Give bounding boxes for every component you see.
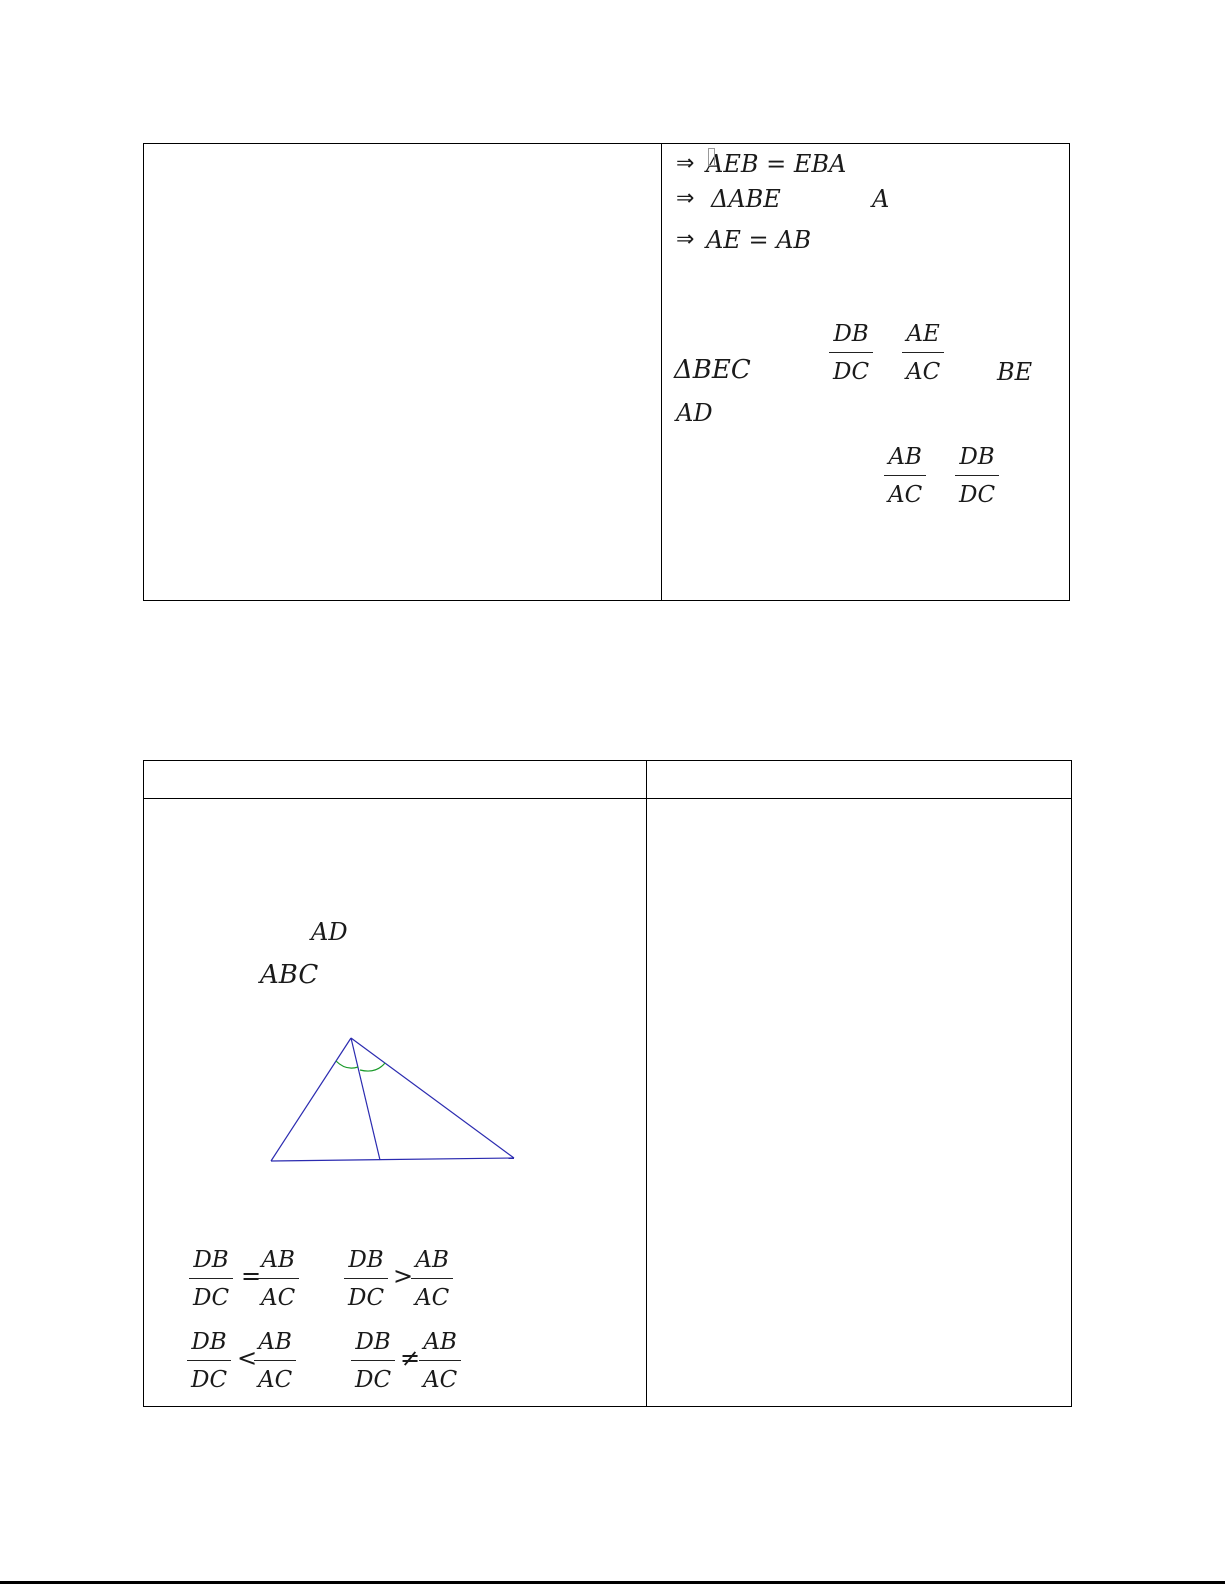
table-2-divider bbox=[646, 760, 647, 1407]
option-1-operator: = bbox=[241, 1262, 262, 1290]
fraction-ab-ac: AB AC bbox=[884, 446, 926, 507]
segment-be: BE bbox=[997, 358, 1033, 386]
side-ab bbox=[271, 1038, 351, 1161]
option-2-operator: > bbox=[393, 1262, 414, 1290]
option-3-left: DB DC bbox=[187, 1331, 231, 1392]
implies-symbol-2: ⇒ bbox=[676, 186, 695, 211]
equality-ae-ab: AE = AB bbox=[706, 226, 812, 254]
fraction-db-dc-2: DB DC bbox=[955, 446, 999, 507]
fraction-db-dc: DB DC bbox=[829, 323, 873, 384]
triangle-abe: ΔABE bbox=[711, 185, 781, 213]
option-2-left: DB DC bbox=[344, 1249, 388, 1310]
fraction-ae-ac: AE AC bbox=[902, 323, 944, 384]
angle-mark-bad bbox=[336, 1061, 358, 1068]
option-2-right: AB AC bbox=[411, 1249, 453, 1310]
triangle-bec: ΔBEC bbox=[674, 355, 751, 385]
option-3-operator: < bbox=[237, 1344, 258, 1372]
option-4-operator: ≠ bbox=[400, 1344, 421, 1372]
missing-angle-glyph bbox=[708, 148, 715, 166]
implies-symbol-3: ⇒ bbox=[676, 227, 695, 252]
option-1-left: DB DC bbox=[189, 1249, 233, 1310]
triangle-figure bbox=[260, 1028, 530, 1173]
table-1-divider bbox=[661, 143, 662, 601]
angle-equality-aeb-eba: AEB = EBA bbox=[706, 150, 847, 178]
option-4-left: DB DC bbox=[351, 1331, 395, 1392]
side-bc bbox=[271, 1158, 514, 1161]
table-2-header-rule bbox=[143, 798, 1072, 799]
option-4-right: AB AC bbox=[419, 1331, 461, 1392]
triangle-abc-shape bbox=[271, 1038, 514, 1161]
triangle-abc-label: ABC bbox=[260, 960, 319, 990]
option-3-right: AB AC bbox=[254, 1331, 296, 1392]
vertex-a-label: A bbox=[872, 185, 890, 213]
page-bottom-rule bbox=[0, 1581, 1225, 1584]
implies-symbol-1: ⇒ bbox=[676, 151, 695, 176]
segment-ad: AD bbox=[676, 399, 713, 427]
bisector-ad-label: AD bbox=[311, 918, 348, 946]
angle-mark-dac bbox=[360, 1063, 385, 1071]
angle-marks bbox=[336, 1061, 385, 1071]
option-1-right: AB AC bbox=[257, 1249, 299, 1310]
